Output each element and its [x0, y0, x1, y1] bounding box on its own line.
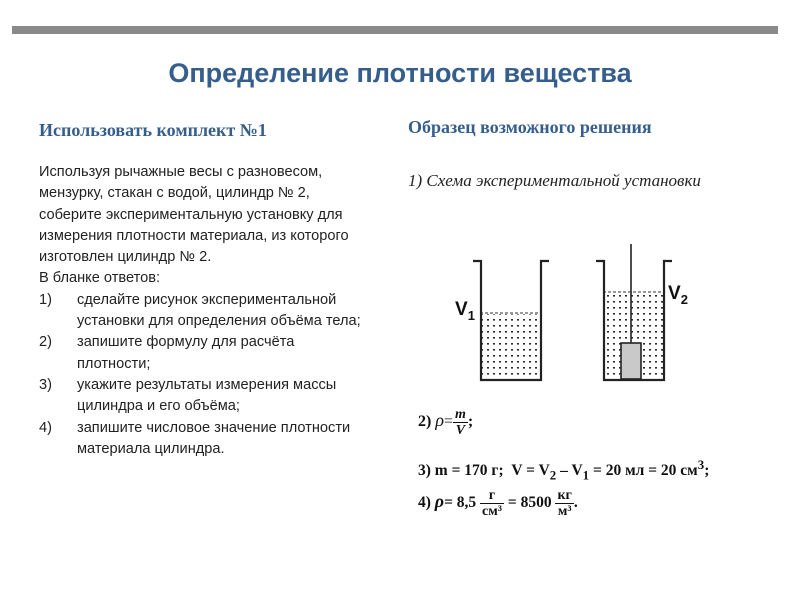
unit-kg-per-m3: [555, 488, 573, 519]
step-number: 4): [39, 419, 52, 436]
step-number: 3): [39, 376, 52, 393]
volume-label-v1: [455, 299, 475, 323]
unit-numerator: г: [480, 488, 504, 504]
v2-subscript: 2: [680, 291, 688, 307]
step-text: запишите числовое значение плотности материала цилиндра.: [77, 419, 351, 457]
line-number: 4): [418, 494, 431, 512]
step-number: 2): [39, 334, 52, 351]
v2-symbol: V: [668, 283, 681, 304]
scheme-caption: 1) Схема экспериментальной установки: [408, 171, 701, 190]
volume-label-v2: [668, 283, 688, 307]
rho-symbol: ρ: [434, 491, 445, 512]
period: .: [573, 494, 578, 512]
subscript: 1: [582, 467, 590, 483]
step-text: укажите результаты измерения массы цилиндра и его объёма;: [77, 376, 337, 415]
kit-heading: Использовать комплект №1: [39, 120, 267, 140]
density-value-grams: = 8,5: [444, 494, 477, 512]
numerator: m: [455, 407, 466, 422]
volume-result: = 20 мл = 20 см: [589, 462, 698, 480]
answer-form-label: В бланке ответов:: [39, 270, 161, 287]
unit-numerator: кг: [557, 488, 572, 503]
page-title: Определение плотности вещества: [168, 58, 632, 88]
volume-expression: V = V: [511, 462, 550, 480]
unit-denominator: м³: [557, 504, 572, 519]
task-intro: Используя рычажные весы с разновесом, мензурку, стакан с водой, цилиндр № 2, соберите экспериментальную установку для измерения плотности материала, из которого изготовлен цилиндр № 2.: [39, 164, 349, 266]
semicolon: ;: [467, 413, 474, 431]
measurement-results: [418, 457, 709, 483]
semicolon: ;: [704, 462, 710, 480]
line-number: 3): [418, 462, 431, 480]
rho-symbol: ρ: [435, 410, 444, 431]
unit-g-per-cm3: [480, 488, 504, 519]
unit-denominator: см³: [482, 504, 502, 519]
v1-subscript: 1: [467, 307, 475, 323]
step-text: сделайте рисунок экспериментальной установки для определения объёма тела;: [77, 291, 361, 330]
minus-term: – V: [556, 462, 583, 480]
beaker-1: [473, 261, 549, 380]
density-value-kg: = 8500: [507, 494, 552, 512]
denominator: V: [455, 423, 466, 438]
mass-value: m = 170 г;: [434, 462, 504, 480]
equals-sign: =: [443, 413, 453, 431]
subscript: 2: [549, 467, 557, 483]
step-text: запишите формулу для расчёта плотности;: [77, 334, 295, 372]
solution-heading: Образец возможного решения: [408, 117, 652, 137]
formula-number: 2): [418, 413, 432, 431]
v1-symbol: V: [455, 299, 468, 320]
step-number: 1): [39, 291, 52, 308]
mass-over-volume: [453, 407, 468, 438]
density-result: [418, 488, 578, 519]
density-formula: [418, 407, 473, 438]
superscript: 3: [697, 457, 705, 472]
beaker-2: [596, 244, 672, 380]
